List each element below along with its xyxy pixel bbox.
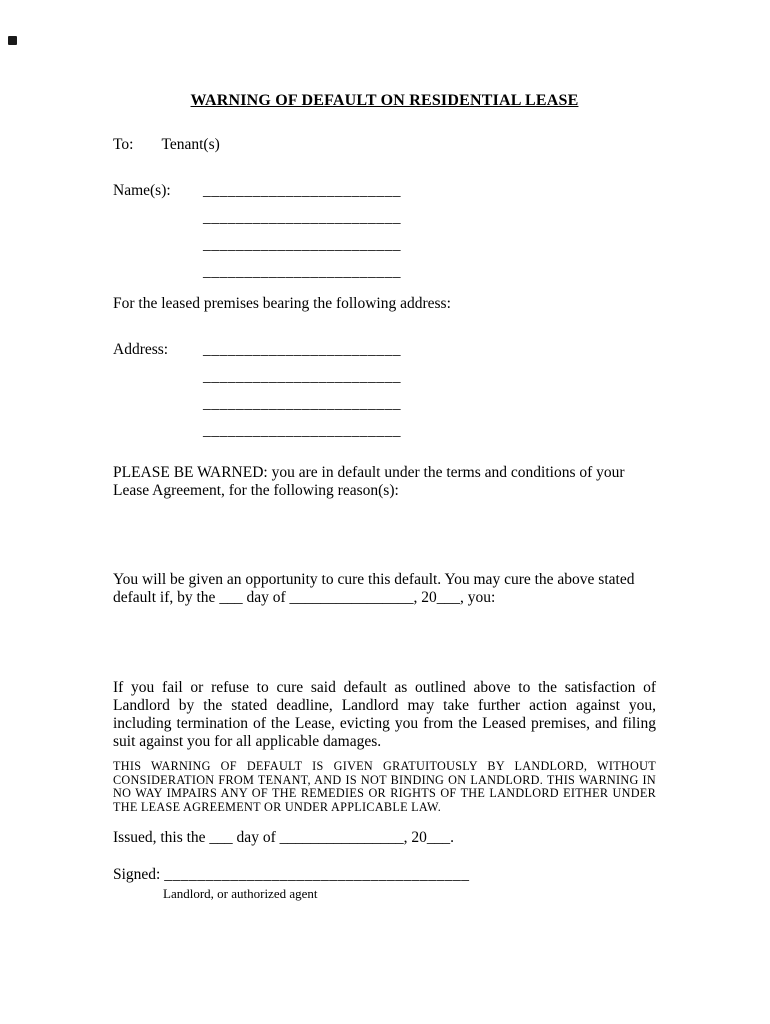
cure-paragraph: You will be given an opportunity to cure this default. You may cure the above stated default if, by the ___ day of ________________, 20___, you: xyxy=(113,571,635,606)
document-title: WARNING OF DEFAULT ON RESIDENTIAL LEASE xyxy=(190,92,579,109)
names-label: Name(s): xyxy=(113,182,171,199)
address-blank-line-1: ________________________ xyxy=(203,341,401,358)
name-row-2 xyxy=(113,200,656,227)
address-label: Address: xyxy=(113,341,169,358)
issued-sentence: Issued, this the ___ day of ________________, 20___. xyxy=(113,829,454,847)
address-block xyxy=(113,332,656,440)
name-blank-line-2: ________________________ xyxy=(203,209,401,226)
to-label: To: xyxy=(113,136,134,153)
document-content xyxy=(113,0,656,903)
warned-paragraph: PLEASE BE WARNED: you are in default under the terms and conditions of your Lease Agreement, for the following reason(s): xyxy=(113,464,625,499)
name-row-4 xyxy=(113,254,656,281)
signed-row xyxy=(113,866,656,884)
disclaimer-paragraph: THIS WARNING OF DEFAULT IS GIVEN GRATUITOUSLY BY LANDLORD, WITHOUT CONSIDERATION FROM TENANT, AND IS NOT BINDING ON LANDLORD. THIS WARNING IN NO WAY IMPAIRS ANY OF THE REMEDIES OR RIGHTS OF THE LANDLORD EITHER UNDER THE LEASE AGREEMENT OR UNDER APPLICABLE LAW. xyxy=(113,759,656,814)
signed-caption: Landlord, or authorized agent xyxy=(163,886,318,902)
to-line xyxy=(113,136,656,154)
address-blank-line-4: ________________________ xyxy=(203,422,401,439)
address-blank-line-2: ________________________ xyxy=(203,368,401,385)
name-row-3 xyxy=(113,227,656,254)
fail-paragraph: If you fail or refuse to cure said default as outlined above to the satisfaction of Landlord by the stated deadline, Landlord may take further action against you, including termination of the Lease, evicting you from the Leased premises, and filing suit against you for all applicable damages. xyxy=(113,679,656,750)
name-blank-line-4: ________________________ xyxy=(203,263,401,280)
premises-sentence: For the leased premises bearing the following address: xyxy=(113,295,451,312)
scan-artifact-mark xyxy=(8,36,17,45)
signed-label: Signed: xyxy=(113,866,161,884)
address-row-2 xyxy=(113,359,656,386)
address-row-4 xyxy=(113,413,656,440)
address-row-3 xyxy=(113,386,656,413)
name-blank-line-3: ________________________ xyxy=(203,236,401,253)
address-row-1 xyxy=(113,332,656,359)
to-value: Tenant(s) xyxy=(161,136,220,153)
names-block xyxy=(113,173,656,281)
name-blank-line-1: ________________________ xyxy=(203,182,401,199)
address-blank-line-3: ________________________ xyxy=(203,395,401,412)
signed-blank-line: _____________________________________ xyxy=(164,866,470,884)
name-row-1 xyxy=(113,173,656,200)
